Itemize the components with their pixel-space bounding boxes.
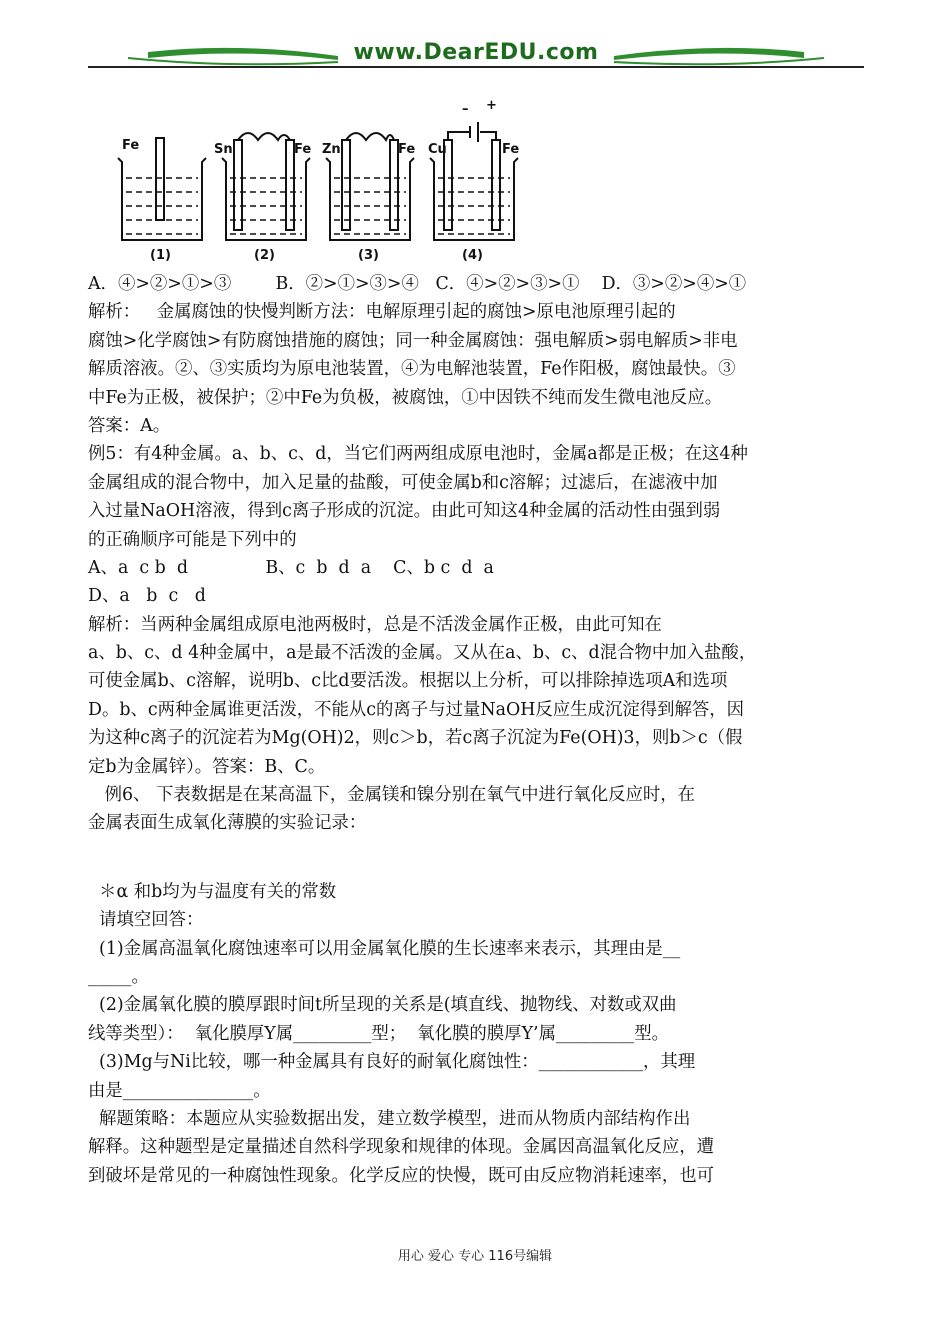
text-line: _____。	[88, 966, 149, 987]
text-line: ＊α 和b均为与温度有关的常数	[88, 881, 337, 902]
text-line: (2)金属氧化膜的膜厚跟时间t所呈现的关系是(填直线、抛物线、对数或双曲	[88, 995, 677, 1016]
text-line: 金属组成的混合物中，加入足量的盐酸，可使金属b和c溶解；过滤后，在滤液中加	[88, 472, 718, 493]
cell2-left-electrode: Sn	[214, 142, 233, 157]
text-line: (3)Mg与Ni比较，哪一种金属具有良好的耐氧化腐蚀性：____________，其理	[88, 1052, 696, 1073]
text-line: 的正确顺序可能是下列中的	[88, 529, 297, 550]
cell3-left-electrode: Zn	[322, 142, 341, 157]
text-line: 入过量NaOH溶液，得到c离子形成的沉淀。由此可知这4种金属的活动性由强到弱	[88, 501, 721, 522]
text-line: A、a c b d B、c b d a C、b c d a	[88, 557, 494, 578]
text-line: A．④>②>①>③ B．②>①>③>④ C．④>②>③>① D．③>②>④>①	[88, 274, 747, 294]
cell3-right-electrode: Fe	[398, 142, 416, 157]
cell2-caption: (2)	[254, 248, 275, 263]
table-placeholder-gap	[88, 838, 866, 878]
cell4-left-electrode: Cu	[428, 142, 447, 157]
text-line: 解题策略：本题应从实验数据出发，建立数学模型，进而从物质内部结构作出	[88, 1108, 691, 1129]
text-line: 由是_______________。	[88, 1080, 271, 1101]
cell2-right-electrode: Fe	[294, 142, 312, 157]
text-line: 到破坏是常见的一种腐蚀性现象。化学反应的快慢，既可由反应物消耗速率，也可	[88, 1165, 715, 1186]
text-line: 金属表面生成氧化薄膜的实验记录：	[88, 813, 367, 834]
text-line: (1)金属高温氧化腐蚀速率可以用金属氧化膜的生长速率来表示，其理由是__	[88, 938, 681, 959]
header-rule	[88, 66, 864, 68]
beakers-diagram	[110, 118, 530, 268]
cell4-caption: (4)	[462, 248, 483, 263]
text-line: 定b为金属锌）。答案：B、C。	[88, 756, 326, 777]
text-line: 答案：A。	[88, 415, 171, 436]
text-line: 例6、 下表数据是在某高温下，金属镁和镍分别在氧气中进行氧化反应时，在	[88, 785, 696, 806]
text-line: a、b、c、d 4种金属中，a是最不活泼的金属。又从在a、b、c、d混合物中加入盐酸，	[88, 643, 757, 664]
cell1-caption: (1)	[150, 248, 171, 263]
text-line: 解质溶液。②、③实质均为原电池装置，④为电解池装置，Fe作阳极，腐蚀最快。③	[88, 359, 736, 380]
text-line: 为这种c离子的沉淀若为Mg(OH)2，则c＞b，若c离子沉淀为Fe(OH)3，则b＞c（假	[88, 728, 743, 749]
plus-sign: +	[486, 98, 497, 113]
cell4-right-electrode: Fe	[502, 142, 520, 157]
text-line: D、a b c d	[88, 586, 206, 607]
text-line: 请填空回答：	[88, 910, 204, 931]
text-line: 解析： 金属腐蚀的快慢判断方法：电解原理引起的腐蚀>原电池原理引起的	[88, 302, 676, 323]
text-line: 可使金属b、c溶解，说明b、c比d要活泼。根据以上分析，可以排除掉选项A和选项	[88, 671, 728, 692]
cell1-left-electrode: Fe	[122, 138, 140, 153]
text-line: 解释。这种题型是定量描述自然科学现象和规律的体现。金属因高温氧化反应，遭	[88, 1137, 715, 1158]
minus-sign: –	[462, 102, 469, 117]
page-footer: 用心 爱心 专心 116号编辑	[397, 1249, 553, 1264]
text-line: 例5：有4种金属。a、b、c、d，当它们两两组成原电池时，金属a都是正极；在这4种	[88, 444, 748, 465]
text-line: 中Fe为正极，被保护；②中Fe为负极，被腐蚀，①中因铁不纯而发生微电池反应。	[88, 387, 723, 408]
text-line: D。b、c两种金属谁更活泼，不能从c的离子与过量NaOH反应生成沉淀得到解答，因	[88, 699, 745, 720]
electrochemical-figure	[110, 98, 530, 268]
cell3-caption: (3)	[358, 248, 379, 263]
text-line: 线等类型）： 氧化膜厚Y属_________型； 氧化膜的膜厚Y’属_________型。	[88, 1023, 670, 1044]
text-line: 腐蚀>化学腐蚀>有防腐蚀措施的腐蚀；同一种金属腐蚀：强电解质>弱电解质>非电	[88, 330, 738, 351]
document-body	[88, 270, 866, 1190]
site-title: www.DearEDU.com	[353, 40, 599, 65]
text-line: 解析：当两种金属组成原电池两极时，总是不活泼金属作正极，由此可知在	[88, 614, 662, 635]
